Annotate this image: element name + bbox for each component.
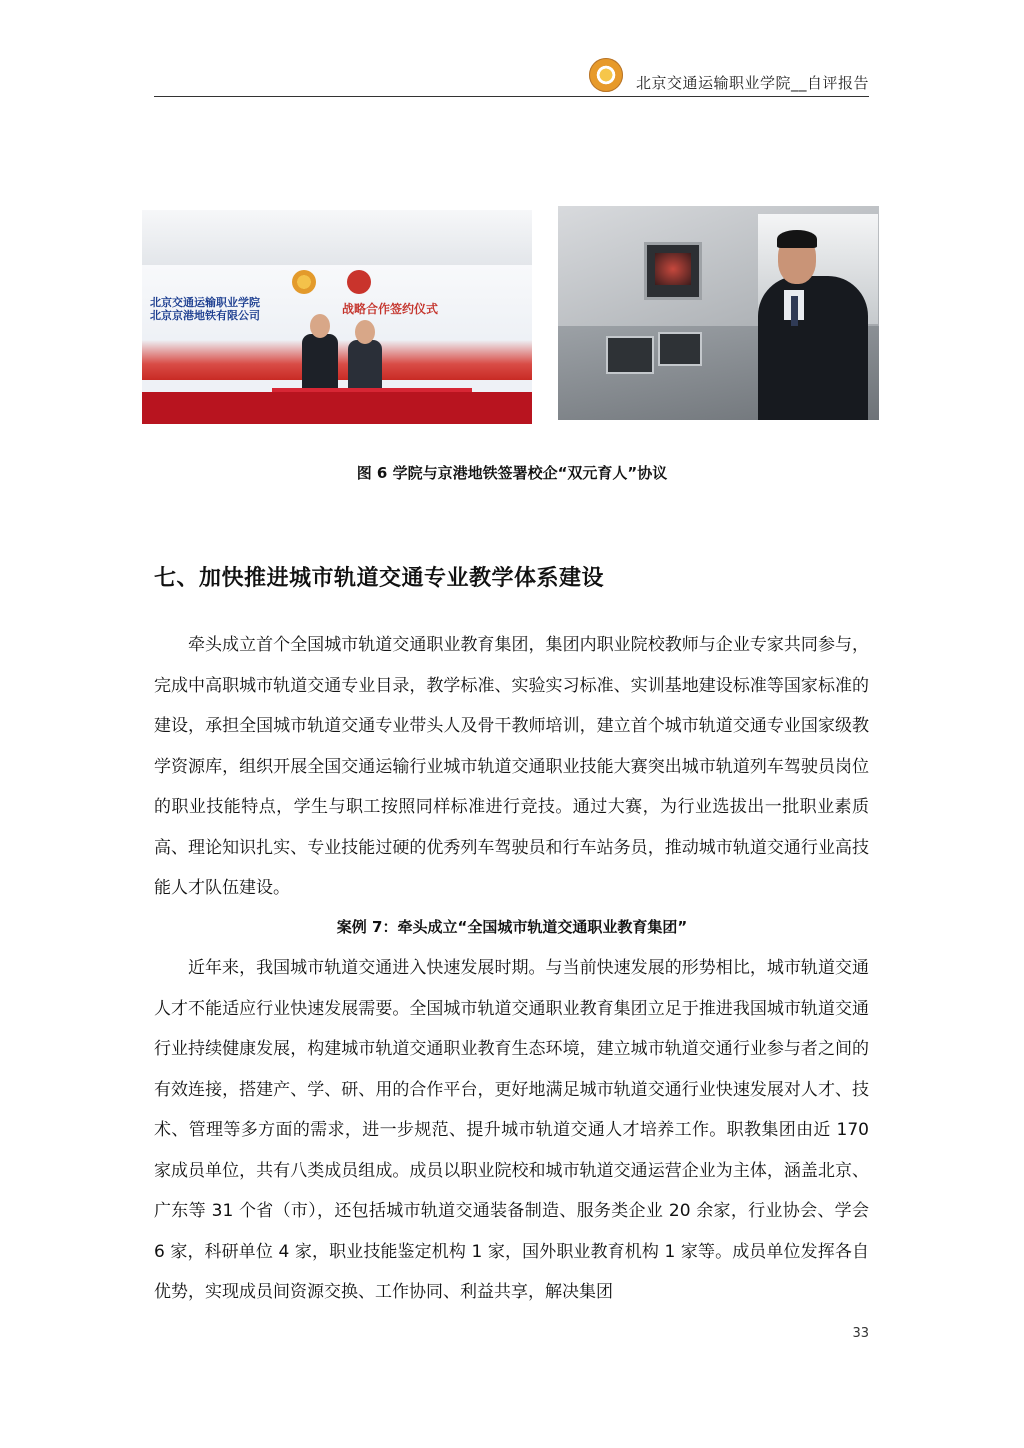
person-right-head <box>355 320 375 344</box>
backdrop-title: 战略合作签约仪式 <box>342 302 439 316</box>
backdrop-line-1: 北京交通运输职业学院 <box>150 296 260 309</box>
figure-caption: 图 6 学院与京港地铁签署校企“双元育人”协议 <box>356 464 668 482</box>
case-title: 案例 7：牵头成立“全国城市轨道交通职业教育集团” <box>336 918 688 936</box>
monitor-screen <box>655 253 691 285</box>
driver-body <box>758 276 868 420</box>
train-cab-photo <box>558 206 879 420</box>
person-left-head <box>310 314 330 338</box>
page-header <box>154 56 869 97</box>
cab-monitor <box>644 242 702 300</box>
driver-tie <box>791 296 798 326</box>
driver-hair <box>777 230 817 248</box>
console-display-2 <box>658 332 702 366</box>
backdrop-text-blue <box>150 296 260 322</box>
college-logo <box>589 58 623 92</box>
page-number: 33 <box>852 1326 869 1341</box>
backdrop-line-2: 北京京港地铁有限公司 <box>150 309 260 322</box>
college-emblem-icon <box>292 270 316 294</box>
console-display-1 <box>606 336 654 374</box>
body-paragraph-1: 牵头成立首个全国城市轨道交通职业教育集团，集团内职业院校教师与企业专家共同参与，完成中高职城市轨道交通专业目录，教学标准、实验实习标准、实训基地建设标准等国家标准的建设，承担全国城市轨道交通专业带头人及骨干教师培训，建立首个城市轨道交通专业国家级教学资源库，组织开展全国交通运输行业城市轨道交通职业技能大赛突出城市轨道列车驾驶员岗位的职业技能特点，学生与职工按照同样标准进行竞技。通过大赛，为行业选拔出一批职业素质高、理论知识扎实、专业技能过硬的优秀列车驾驶员和行车站务员，推动城市轨道交通行业高技能人才队伍建设。 <box>154 635 869 898</box>
signing-ceremony-photo <box>142 210 532 424</box>
body-paragraph-2: 近年来，我国城市轨道交通进入快速发展时期。与当前快速发展的形势相比，城市轨道交通人才不能适应行业快速发展需要。全国城市轨道交通职业教育集团立足于推进我国城市轨道交通行业持续健康发展，构建城市轨道交通职业教育生态环境，建立城市轨道交通行业参与者之间的有效连接，搭建产、学、研、用的合作平台，更好地满足城市轨道交通行业快速发展对人才、技术、管理等多方面的需求，进一步规范、提升城市轨道交通人才培养工作。职教集团由近 170 家成员单位，共有八类成员组成。成员以职业院校和城市轨道交通运营企业为主体，涵盖北京、广东等 31 个省（市），还包括城市轨道交通装备制造、服务类企业 20 余家，行业协会、学会 6 家，科研单位 4 家，职业技能鉴定机构 1 家，国外职业教育机构 1 家等。成员单位发挥各自优势，实现成员间资源交换、工作协同、利益共享，解决集团 <box>154 958 869 1302</box>
section-heading: 七、加快推进城市轨道交通专业教学体系建设 <box>154 565 605 591</box>
signing-table <box>142 392 532 424</box>
metro-logo-icon <box>347 270 371 294</box>
ceiling <box>142 210 532 265</box>
header-title: 北京交通运输职业学院__自评报告 <box>635 74 869 92</box>
